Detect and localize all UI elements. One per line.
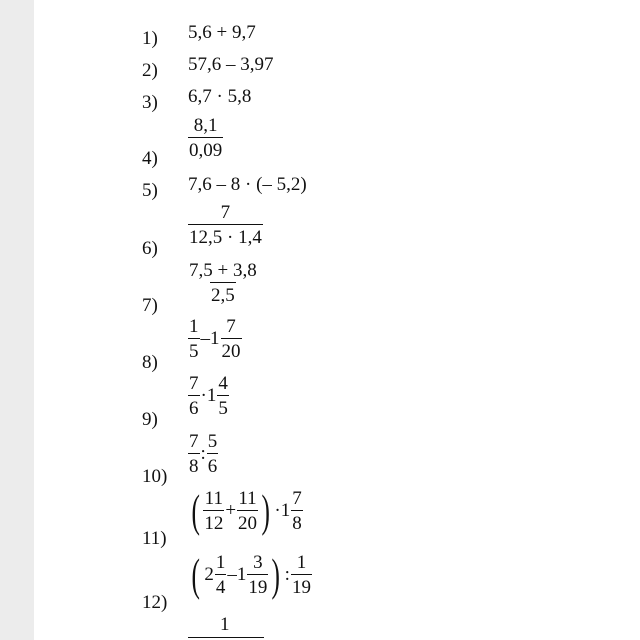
denominator: 5 [188,338,200,361]
fraction [221,317,242,361]
denominator: 12 [203,510,224,533]
fraction [291,553,312,597]
operator: : [284,564,290,585]
fraction [188,261,258,305]
problem-number: 4) [142,148,158,169]
problem-expression [188,549,312,600]
left-parenthesis: ( [191,485,200,536]
fraction [188,374,200,418]
denominator: 4 [215,574,227,597]
numerator: 7 [292,488,302,509]
problem-number: 1) [142,28,158,49]
numerator: 5 [207,431,218,452]
problem-expression-partial [220,614,230,636]
problem-expression: 6,7 · 5,8 [188,86,252,107]
denominator: 8 [291,510,303,533]
operator: + [225,500,237,521]
numerator: 7 [226,316,236,337]
problem-expression [188,374,229,418]
problem-number: 9) [142,409,158,430]
denominator: 0,09 [188,137,223,160]
numerator: 1 [220,614,230,635]
fraction [237,489,258,533]
fraction [217,374,229,418]
problem-expression [188,261,258,305]
right-parenthesis: ) [261,485,270,536]
problem-expression: 7,6 – 8 · (– 5,2) [188,174,307,195]
denominator: 19 [291,574,312,597]
fraction [203,489,224,533]
numerator: 7 [189,431,199,452]
problem-expression [188,432,218,476]
problem-expression: 5,6 + 9,7 [188,22,256,43]
numerator: 7 [189,373,199,394]
problem-number: 2) [142,60,158,81]
numerator: 4 [218,373,228,394]
problem-number: 6) [142,238,158,259]
operator: : [200,443,206,464]
operator: ·1 [200,385,217,406]
fraction [188,203,263,247]
denominator: 8 [188,453,200,476]
problem-number: 8) [142,352,158,373]
problem-number: 10) [142,466,168,487]
numerator: 7,5 + 3,8 [189,260,257,281]
fraction-bar [188,637,264,638]
fraction [247,553,268,597]
problem-number: 11) [142,528,167,549]
left-parenthesis: ( [191,549,200,600]
denominator: 6 [207,453,219,476]
denominator: 5 [217,395,229,418]
numerator: 1 [296,552,307,573]
fraction [215,553,227,597]
problem-number: 5) [142,180,158,201]
problem-number: 3) [142,92,158,113]
denominator: 20 [221,338,242,361]
numerator: 7 [220,202,231,223]
denominator: 12,5 · 1,4 [188,224,263,247]
denominator: 6 [188,395,200,418]
numerator: 11 [238,488,257,509]
problem-expression [188,485,303,536]
denominator: 19 [247,574,268,597]
fraction [188,116,223,160]
denominator: 20 [237,510,258,533]
fraction [188,317,200,361]
problem-expression [188,317,242,361]
problem-expression [188,203,263,247]
problem-expression: 57,6 – 3,97 [188,54,274,75]
fraction [207,432,219,476]
numerator: 3 [253,552,263,573]
whole-part: 2 [204,564,214,585]
operator: ·1 [274,500,291,521]
numerator: 1 [215,552,226,573]
numerator: 8,1 [193,115,218,136]
fraction [188,432,200,476]
denominator: 2,5 [210,282,236,305]
numerator: 1 [189,316,199,337]
worksheet-page [34,0,640,640]
problem-number: 7) [142,295,158,316]
operator: –1 [200,328,220,349]
right-parenthesis: ) [271,549,281,600]
fraction [291,489,303,533]
numerator: 11 [204,488,223,509]
problem-number: 12) [142,592,168,613]
operator: –1 [227,564,247,585]
problem-expression [188,116,223,160]
